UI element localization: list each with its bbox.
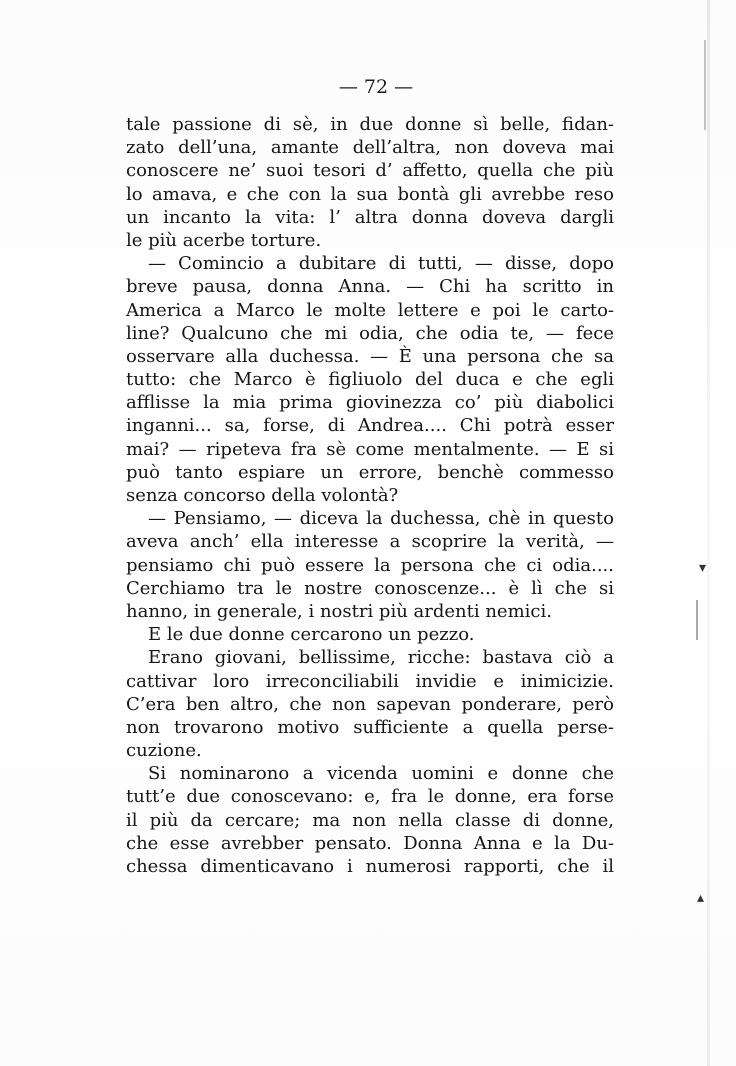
text-line: mai? — ripeteva fra sè come mentalmente. — E si [126, 438, 614, 460]
text-line: E le due donne cercarono un pezzo. [148, 624, 475, 646]
text-line: Si nominarono a vicenda uomini e donne che [148, 763, 614, 785]
text-line: un incanto la vita: l’ altra donna doveva dargli [126, 206, 614, 228]
text-line: tale passione di sè, in due donne sì belle, fidan- [126, 114, 614, 135]
text-line: senza concorso della volontà? [126, 485, 399, 506]
text-line: — Comincio a dubitare di tutti, — disse, dopo [148, 253, 614, 275]
text-line: America a Marco le molte lettere e poi le carto- [126, 299, 614, 321]
margin-tick [696, 600, 698, 640]
text-line: aveva anch’ ella interesse a scoprire la verità, — [126, 531, 614, 553]
text-line: chessa dimenticavano i numerosi rapporti, che il [126, 856, 614, 877]
page-edge-shadow [707, 0, 710, 1066]
text-line: afflisse la mia prima giovinezza co’ più diabolici [126, 392, 614, 414]
text-line: zato dell’una, amante dell’altra, non doveva mai [126, 137, 614, 159]
text-line: hanno, in generale, i nostri più ardenti nemici. [126, 600, 552, 622]
margin-mark: ▾ [698, 560, 706, 576]
text-line: breve pausa, donna Anna. — Chi ha scritto in [126, 276, 614, 298]
page-number [0, 76, 736, 98]
text-line: tutto: che Marco è figliuolo del duca e che egli [126, 369, 614, 391]
text-line: può tanto espiare un errore, benchè commesso [126, 461, 614, 483]
text-line: non trovarono motivo sufficiente a quella perse- [126, 716, 614, 738]
text-line: line? Qualcuno che mi odia, che odia te, — fece [126, 322, 614, 344]
text-line: pensiamo chi può essere la persona che ci odia.... [126, 554, 614, 576]
body-text [126, 113, 614, 878]
text-line: osservare alla duchessa. — È una persona che sa [126, 345, 614, 367]
text-line: le più acerbe torture. [126, 229, 322, 251]
text-line: Erano giovani, bellissime, ricche: bastava ciò a [148, 647, 614, 669]
text-line: conoscere ne’ suoi tesori d’ affetto, quella che più [126, 160, 614, 182]
text-line: il più da cercare; ma non nella classe di donne, [126, 809, 614, 831]
text-line: lo amava, e che con la sua bontà gli avrebbe reso [126, 183, 614, 205]
text-line: Cerchiamo tra le nostre conoscenze... è lì che si [126, 577, 614, 599]
text-line: tutt’e due conoscevano: e, fra le donne, era forse [126, 786, 614, 808]
text-line: inganni... sa, forse, di Andrea.... Chi potrà esser [126, 415, 614, 437]
margin-mark: ▴ [696, 890, 704, 906]
page-number-text: — 72 — [338, 76, 414, 98]
text-line: cuzione. [126, 740, 202, 762]
text-line: C’era ben altro, che non sapevan ponderare, però [126, 693, 614, 715]
text-line: — Pensiamo, — diceva la duchessa, chè in questo [148, 508, 614, 530]
margin-tick [704, 40, 706, 130]
text-line: che esse avrebber pensato. Donna Anna e la Du- [126, 832, 614, 854]
text-line: cattivar loro irreconciliabili invidie e inimicizie. [126, 670, 614, 692]
